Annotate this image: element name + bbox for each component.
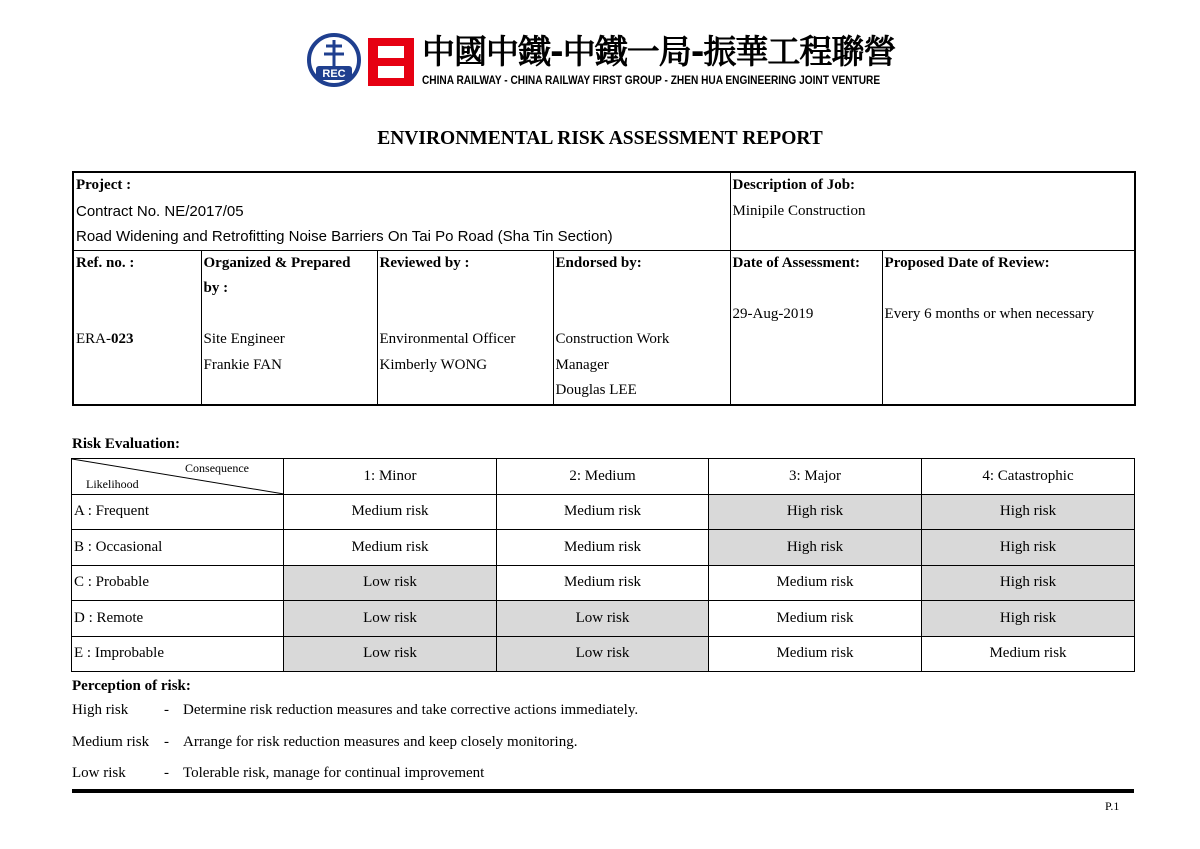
risk-cell: High risk	[922, 530, 1135, 566]
svg-text:REC: REC	[322, 68, 346, 80]
risk-cell: Medium risk	[497, 494, 709, 530]
reviewed-cell	[377, 250, 553, 405]
job-description: Minipile Construction	[732, 202, 866, 219]
project-name: Road Widening and Retrofitting Noise Barriers On Tai Po Road (Sha Tin Section)	[76, 228, 613, 245]
endorsed-role-2: Manager	[555, 356, 609, 373]
risk-cell: Low risk	[497, 601, 709, 637]
assessment-date: 29-Aug-2019	[732, 305, 814, 322]
endorsed-label: Endorsed by:	[555, 254, 642, 271]
likelihood-label: E : Improbable	[72, 636, 284, 672]
prepared-name: Frankie FAN	[203, 356, 282, 373]
endorsed-name: Douglas LEE	[555, 382, 637, 398]
likelihood-label: D : Remote	[72, 601, 284, 637]
risk-matrix-table	[71, 458, 1135, 672]
logo-english-name: CHINA RAILWAY - CHINA RAILWAY FIRST GROUP - ZHEN HUA ENGINEERING JOINT VENTURE	[422, 75, 881, 87]
risk-cell: High risk	[922, 494, 1135, 530]
risk-row	[72, 636, 1135, 672]
column-header: 2: Medium	[497, 459, 709, 495]
perception-level: Medium risk	[72, 734, 150, 750]
risk-cell: Medium risk	[922, 636, 1135, 672]
perception-item-low	[72, 765, 484, 782]
job-cell	[730, 172, 1135, 250]
perception-item-high	[72, 702, 638, 719]
date-label: Date of Assessment:	[732, 254, 861, 271]
perception-dash: -	[164, 765, 169, 781]
project-cell	[73, 172, 730, 250]
job-label: Description of Job:	[732, 177, 856, 193]
risk-cell: High risk	[922, 601, 1135, 637]
risk-cell: High risk	[709, 494, 922, 530]
risk-row	[72, 601, 1135, 637]
risk-cell: Medium risk	[709, 601, 922, 637]
matrix-corner-cell	[72, 459, 284, 495]
perception-item-medium	[72, 734, 577, 751]
column-header: 1: Minor	[284, 459, 497, 495]
endorsed-role: Construction Work	[555, 331, 670, 347]
prepared-cell	[201, 250, 377, 405]
likelihood-label: B : Occasional	[72, 530, 284, 566]
perception-desc: Tolerable risk, manage for continual improvement	[183, 765, 485, 781]
project-label: Project :	[76, 177, 132, 193]
page-number: P.1	[1105, 799, 1120, 813]
risk-cell: High risk	[922, 565, 1135, 601]
reviewed-name: Kimberly WONG	[379, 356, 488, 373]
ref-number: 023	[111, 331, 134, 347]
project-info-table	[72, 171, 1136, 406]
endorsed-cell	[553, 250, 730, 405]
ref-cell	[73, 250, 201, 405]
review-label: Proposed Date of Review:	[884, 254, 1050, 271]
perception-dash: -	[164, 734, 169, 750]
ref-prefix: ERA-	[76, 331, 111, 347]
risk-evaluation-label: Risk Evaluation:	[72, 436, 180, 452]
perception-desc: Arrange for risk reduction measures and keep closely monitoring.	[183, 734, 578, 750]
review-cell	[882, 250, 1135, 405]
ref-value	[76, 327, 199, 353]
prepared-role: Site Engineer	[203, 331, 285, 347]
risk-cell: Low risk	[497, 636, 709, 672]
report-title: ENVIRONMENTAL RISK ASSESSMENT REPORT	[377, 128, 823, 149]
risk-cell: Medium risk	[709, 565, 922, 601]
perception-level: Low risk	[72, 765, 126, 781]
likelihood-label: A : Frequent	[72, 494, 284, 530]
risk-cell: Low risk	[284, 565, 497, 601]
risk-row	[72, 530, 1135, 566]
risk-cell: Medium risk	[284, 494, 497, 530]
china-railway-emblem-icon	[306, 32, 362, 88]
risk-header-row	[72, 459, 1135, 495]
risk-cell: Medium risk	[497, 530, 709, 566]
perception-dash: -	[164, 702, 169, 718]
date-cell	[730, 250, 882, 405]
risk-cell: High risk	[709, 530, 922, 566]
column-header: 4: Catastrophic	[922, 459, 1135, 495]
risk-cell: Medium risk	[709, 636, 922, 672]
perception-label: Perception of risk:	[72, 678, 191, 694]
likelihood-axis-label: Likelihood	[86, 476, 139, 491]
logo-chinese-name: 中國中鐵-中鐵一局-振華工程聯營	[422, 32, 896, 71]
review-date: Every 6 months or when necessary	[884, 305, 1095, 322]
prepared-label: Organized & Prepared	[203, 254, 351, 271]
risk-cell: Low risk	[284, 636, 497, 672]
reviewed-role: Environmental Officer	[379, 331, 516, 347]
risk-cell: Low risk	[284, 601, 497, 637]
risk-row	[72, 494, 1135, 530]
prepared-label-by: by :	[203, 280, 229, 296]
consequence-axis-label: Consequence	[185, 461, 249, 475]
column-header: 3: Major	[709, 459, 922, 495]
contract-number: Contract No. NE/2017/05	[76, 202, 244, 220]
reviewed-label: Reviewed by :	[379, 254, 470, 271]
footer-divider	[72, 789, 1134, 793]
risk-cell: Medium risk	[497, 565, 709, 601]
risk-cell: Medium risk	[284, 530, 497, 566]
likelihood-label: C : Probable	[72, 565, 284, 601]
perception-desc: Determine risk reduction measures and take corrective actions immediately.	[183, 702, 639, 718]
crfg-mark-icon	[366, 34, 416, 90]
risk-row	[72, 565, 1135, 601]
company-logo	[306, 30, 896, 94]
ref-label: Ref. no. :	[76, 254, 135, 271]
perception-level: High risk	[72, 702, 129, 718]
